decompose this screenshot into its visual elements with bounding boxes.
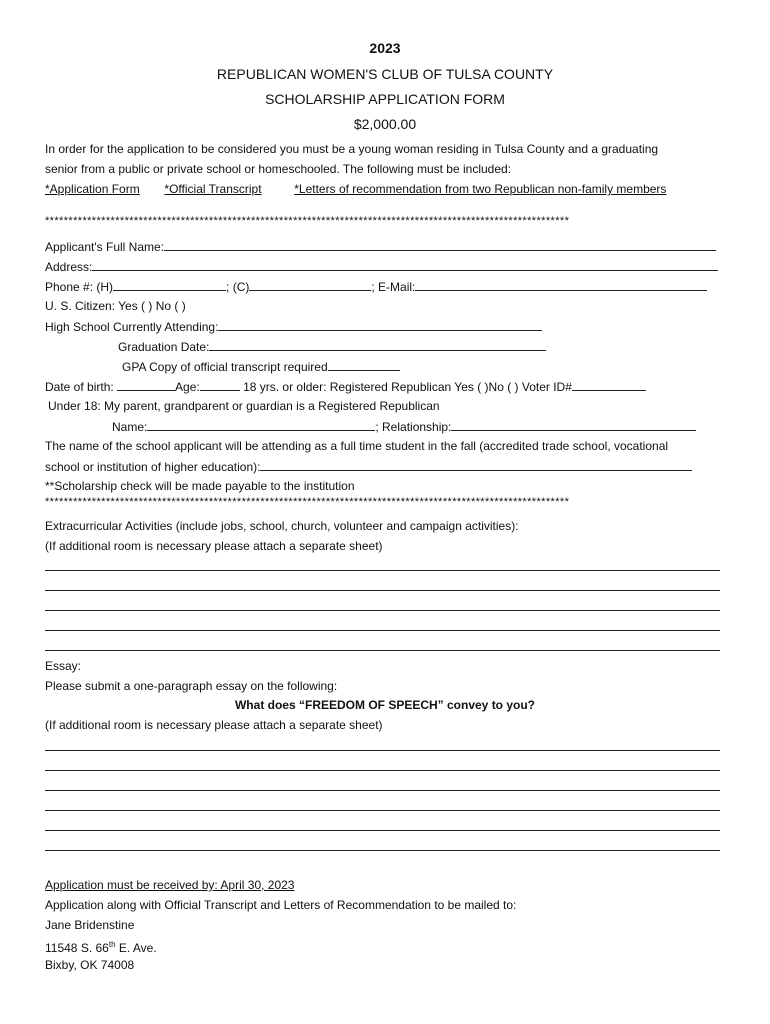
birth-age-row [45, 378, 646, 395]
activities-line[interactable] [45, 590, 720, 591]
check-note: **Scholarship check will be made payable to the institution [45, 479, 355, 493]
essay-label: Essay: [45, 659, 82, 673]
graduation-date-field[interactable] [209, 338, 546, 351]
high-school-label: High School Currently Attending: [45, 320, 219, 334]
form-title: SCHOLARSHIP APPLICATION FORM [265, 91, 505, 107]
essay-line[interactable] [45, 750, 720, 751]
high-school-field[interactable] [218, 318, 542, 331]
address-label: Address: [45, 260, 93, 274]
separator-stars-1: **************************************************************************************************************** [45, 215, 570, 227]
full-name-label: Applicant's Full Name: [45, 240, 165, 254]
activities-line[interactable] [45, 610, 720, 611]
scholarship-amount: $2,000.00 [353, 116, 417, 132]
school-line-2-row [45, 458, 692, 475]
phone-home-label: Phone #: (H) [45, 280, 114, 294]
activities-note: (If additional room is necessary please attach a separate sheet) [45, 539, 383, 553]
older-label: 18 yrs. or older: Registered Republican Yes ( )No ( ) Voter ID# [239, 380, 572, 394]
essay-line[interactable] [45, 770, 720, 771]
mail-recipient-name: Jane Bridenstine [45, 918, 135, 932]
relationship-label: ; Relationship: [375, 420, 452, 434]
email-label: ; E-Mail: [371, 280, 416, 294]
school-line-1: The name of the school applicant will be attending as a full time student in the fall (accredited trade school, vocational [45, 439, 669, 453]
activities-label: Extracurricular Activities (include jobs, school, church, volunteer and campaign activities): [45, 519, 519, 533]
mail-instructions: Application along with Official Transcript and Letters of Recommendation to be mailed to: [45, 898, 517, 912]
full-name-field[interactable] [164, 238, 716, 251]
gpa-label: GPA Copy of official transcript required [122, 360, 328, 374]
school-line-2-label: school or institution of higher education): [45, 460, 261, 474]
high-school-row [45, 318, 542, 335]
club-name: REPUBLICAN WOMEN'S CLUB OF TULSA COUNTY [216, 66, 554, 82]
graduation-date-row [118, 338, 546, 355]
requirement-letters: *Letters of recommendation from two Republican non-family members [294, 182, 667, 196]
under18-row: Under 18: My parent, grandparent or guardian is a Registered Republican [48, 399, 440, 413]
guardian-name-label: Name: [112, 420, 148, 434]
street-suffix: E. Ave. [115, 941, 157, 955]
essay-line[interactable] [45, 790, 720, 791]
address-field[interactable] [92, 258, 718, 271]
mail-city: Bixby, OK 74008 [45, 958, 135, 972]
essay-note: (If additional room is necessary please attach a separate sheet) [45, 718, 383, 732]
phone-row [45, 278, 707, 295]
street-prefix: 11548 S. 66 [45, 941, 109, 955]
form-year: 2023 [369, 40, 401, 56]
gpa-field[interactable] [328, 358, 400, 371]
phone-cell-label: ; (C) [226, 280, 250, 294]
essay-line[interactable] [45, 810, 720, 811]
relationship-field[interactable] [451, 418, 696, 431]
graduation-date-label: Graduation Date: [118, 340, 210, 354]
essay-line[interactable] [45, 830, 720, 831]
age-field[interactable] [200, 378, 240, 391]
email-field[interactable] [415, 278, 707, 291]
address-row [45, 258, 718, 275]
deadline: Application must be received by: April 30, 2023 [45, 878, 295, 892]
essay-line[interactable] [45, 850, 720, 851]
gpa-row [122, 358, 400, 375]
full-name-row [45, 238, 716, 255]
mail-street [45, 937, 157, 956]
requirement-application-form: *Application Form [45, 182, 140, 196]
guardian-row [112, 418, 696, 435]
intro-line-1: In order for the application to be considered you must be a young woman residing in Tulsa County and a graduating [45, 142, 659, 156]
essay-instruction: Please submit a one-paragraph essay on the following: [45, 679, 338, 693]
activities-line[interactable] [45, 630, 720, 631]
requirements-line [45, 181, 666, 197]
dob-field[interactable] [117, 378, 175, 391]
dob-label: Date of birth: [45, 380, 118, 394]
phone-home-field[interactable] [113, 278, 226, 291]
phone-cell-field[interactable] [249, 278, 371, 291]
activities-line[interactable] [45, 570, 720, 571]
essay-question: What does “FREEDOM OF SPEECH” convey to you? [234, 698, 536, 712]
street-ordinal: th [108, 940, 116, 949]
future-school-field[interactable] [260, 458, 692, 471]
requirement-transcript: *Official Transcript [164, 182, 262, 196]
intro-line-2: senior from a public or private school or homeschooled. The following must be included: [45, 162, 512, 176]
activities-line[interactable] [45, 650, 720, 651]
guardian-name-field[interactable] [147, 418, 375, 431]
citizen-row[interactable]: U. S. Citizen: Yes ( ) No ( ) [45, 299, 186, 313]
age-label: Age: [175, 380, 200, 394]
separator-stars-2: **************************************************************************************************************** [45, 496, 570, 508]
voter-id-field[interactable] [572, 378, 646, 391]
